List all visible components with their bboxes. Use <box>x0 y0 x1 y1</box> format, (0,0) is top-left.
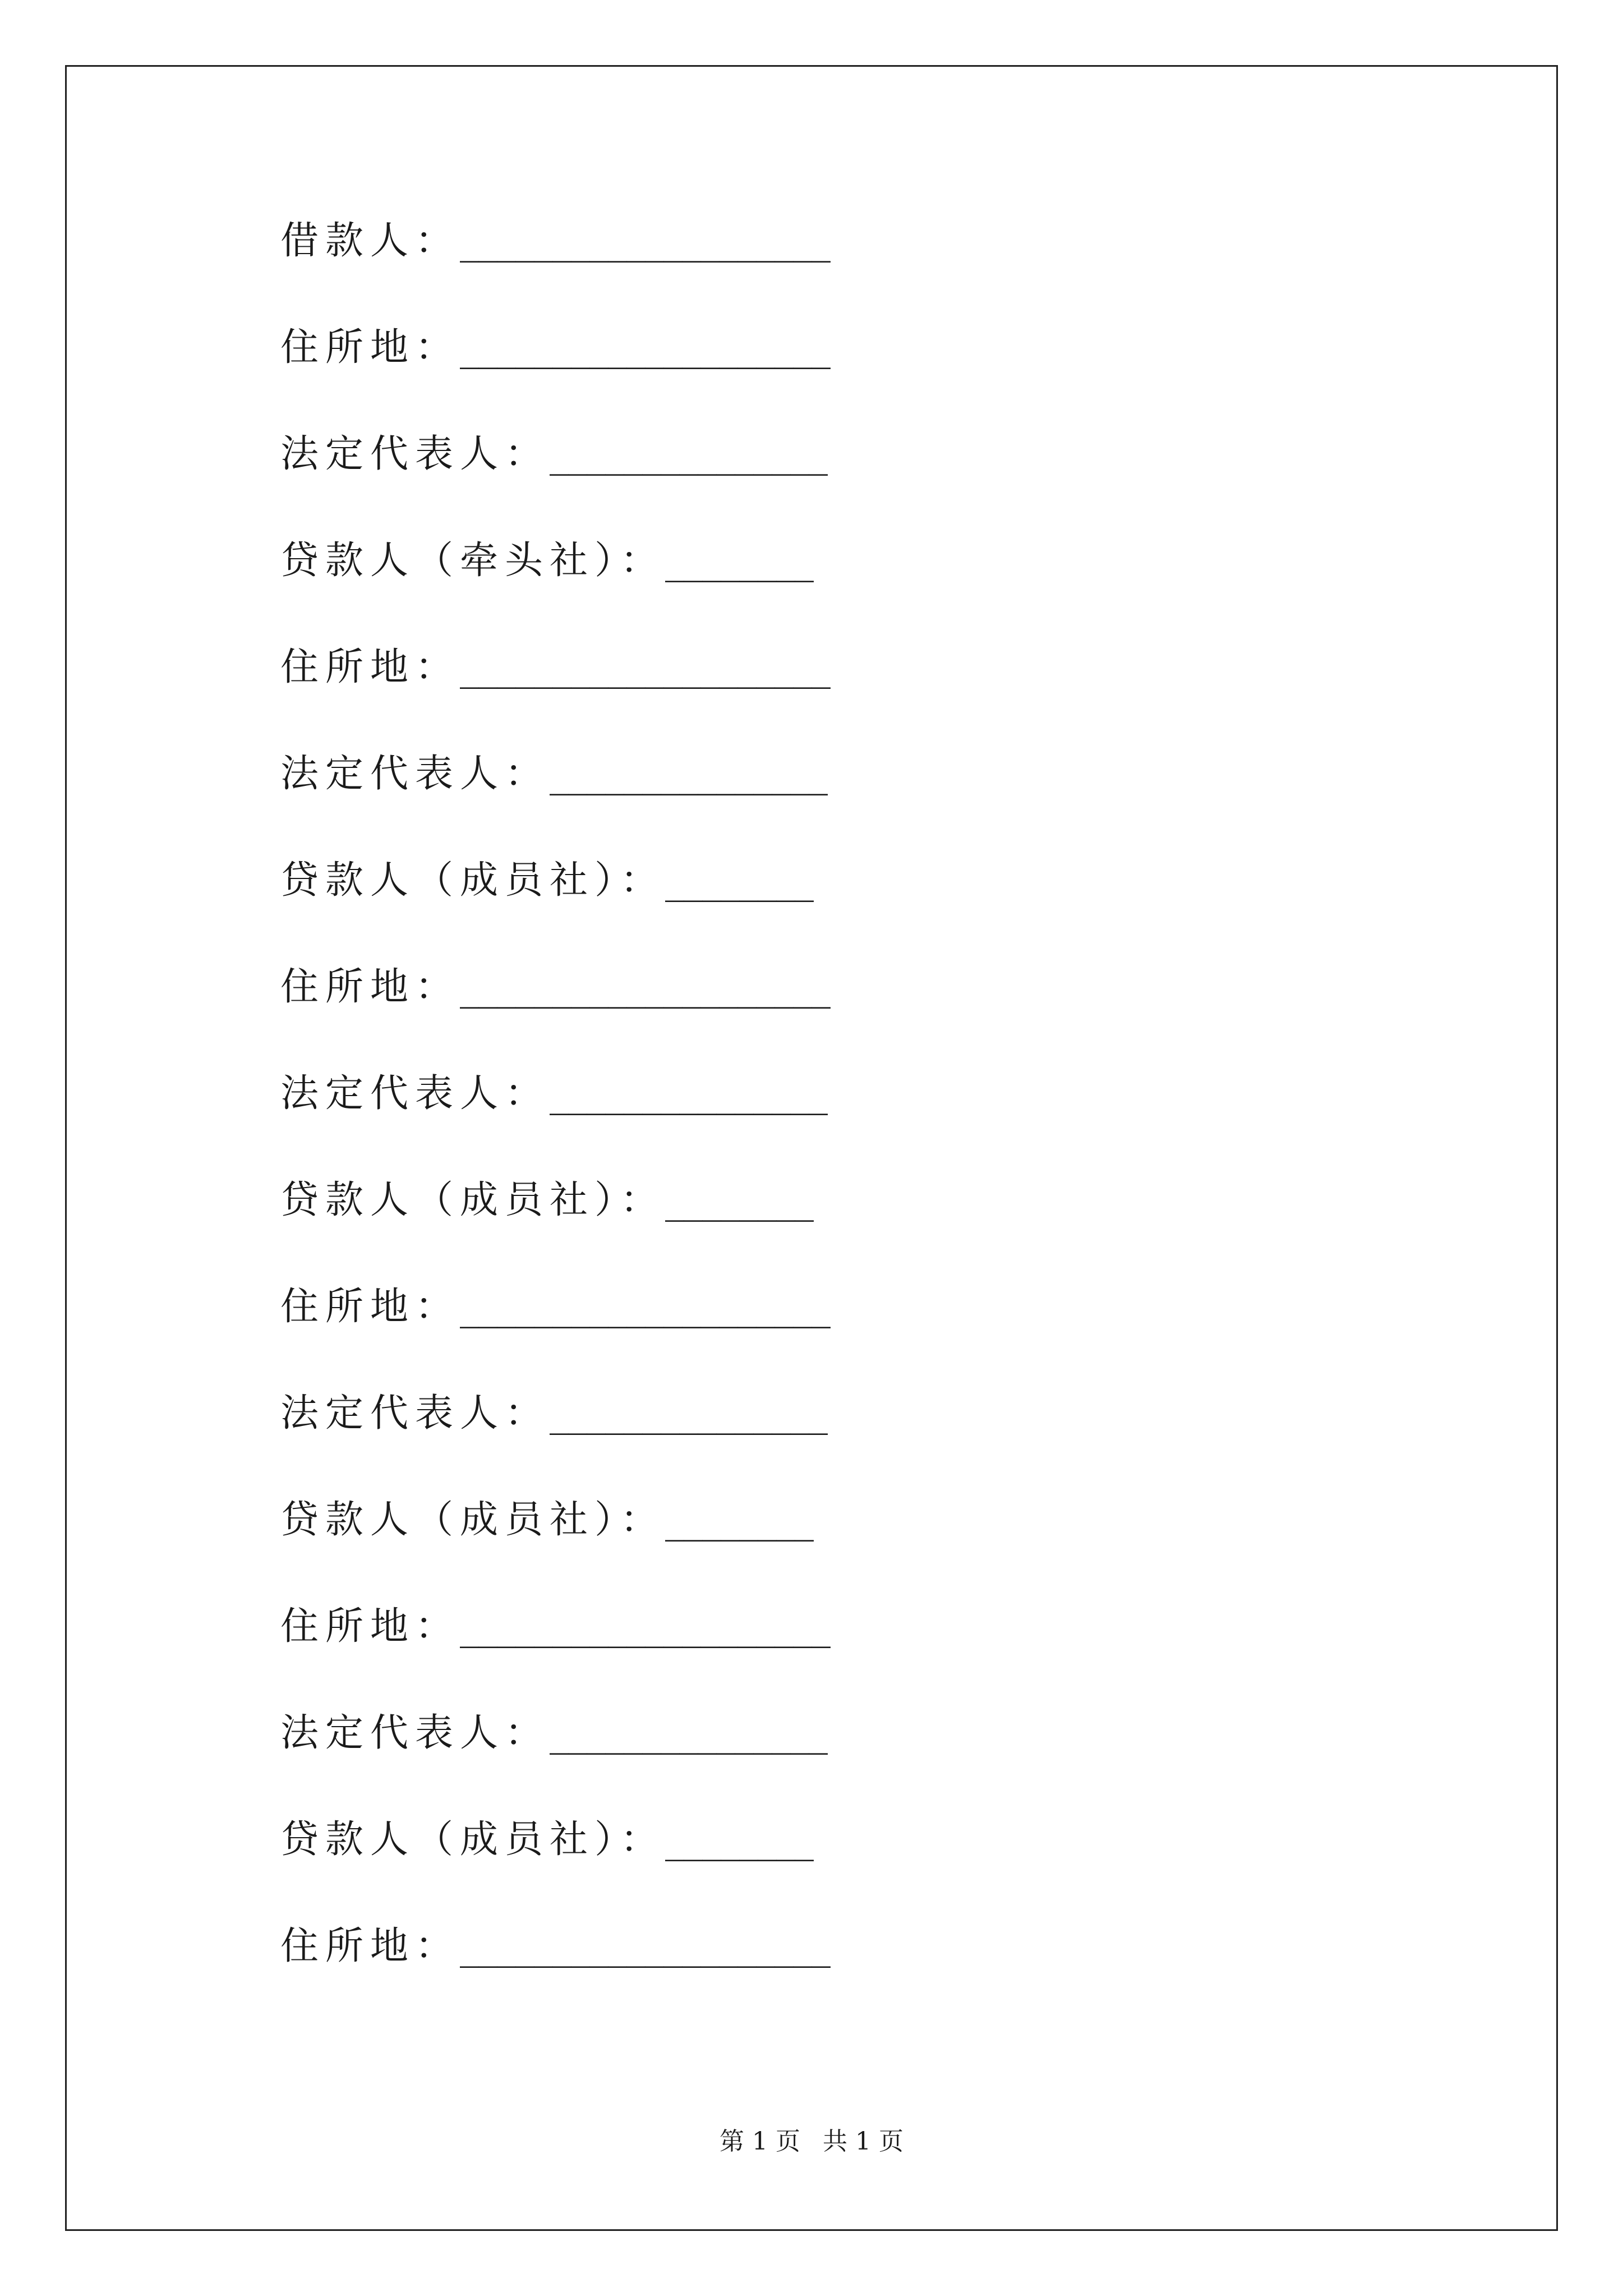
field-label: 贷款人（成员社）： <box>280 1818 666 1862</box>
fill-blank: ________ <box>665 539 814 583</box>
field-label: 法定代表人： <box>280 1071 550 1116</box>
field-row <box>280 965 830 1071</box>
field-label: 贷款人（成员社）： <box>280 1178 666 1222</box>
fill-blank: ________ <box>665 1498 814 1542</box>
fill-blank: _______________ <box>550 752 828 796</box>
field-row <box>280 645 830 752</box>
field-row <box>280 1711 830 1818</box>
fill-blank: _______________ <box>550 1391 828 1435</box>
fill-blank: ____________________ <box>460 1604 831 1649</box>
field-label: 借款人： <box>280 219 460 263</box>
fill-blank: ____________________ <box>460 1924 831 1968</box>
field-label: 贷款人（成员社）： <box>280 1498 666 1542</box>
field-label: 法定代表人： <box>280 1391 550 1435</box>
page-number: 第 1 页 <box>720 2127 800 2156</box>
field-label: 住所地： <box>280 645 460 689</box>
fill-blank: _______________ <box>550 1071 828 1116</box>
field-label: 法定代表人： <box>280 1711 550 1755</box>
field-label: 住所地： <box>280 1604 460 1649</box>
field-row <box>280 432 830 539</box>
fill-blank: _______________ <box>550 1711 828 1755</box>
fill-blank: ________ <box>665 1818 814 1862</box>
field-row <box>280 752 830 858</box>
field-row <box>280 1498 830 1604</box>
fill-blank: ____________________ <box>460 219 831 263</box>
fill-blank: ____________________ <box>460 325 831 370</box>
fill-blank: ____________________ <box>460 965 831 1009</box>
fill-blank: ________ <box>665 1178 814 1222</box>
field-label: 贷款人（牵头社）： <box>280 539 666 583</box>
field-list <box>280 219 830 2031</box>
field-label: 住所地： <box>280 1285 460 1329</box>
fill-blank: _______________ <box>550 432 828 476</box>
field-row <box>280 539 830 645</box>
field-label: 贷款人（成员社）： <box>280 858 666 903</box>
page-footer <box>0 2126 1623 2157</box>
field-row <box>280 1285 830 1391</box>
field-label: 住所地： <box>280 325 460 370</box>
field-row <box>280 1071 830 1178</box>
page-total: 共 1 页 <box>823 2127 903 2156</box>
field-row <box>280 1604 830 1711</box>
field-row <box>280 325 830 432</box>
fill-blank: ________ <box>665 858 814 903</box>
field-row <box>280 1391 830 1498</box>
field-label: 住所地： <box>280 1924 460 1968</box>
field-label: 法定代表人： <box>280 432 550 476</box>
fill-blank: ____________________ <box>460 1285 831 1329</box>
field-row <box>280 219 830 325</box>
field-label: 法定代表人： <box>280 752 550 796</box>
field-row <box>280 1178 830 1285</box>
field-row <box>280 858 830 965</box>
field-row <box>280 1818 830 1924</box>
fill-blank: ____________________ <box>460 645 831 689</box>
field-row <box>280 1924 830 2031</box>
field-label: 住所地： <box>280 965 460 1009</box>
